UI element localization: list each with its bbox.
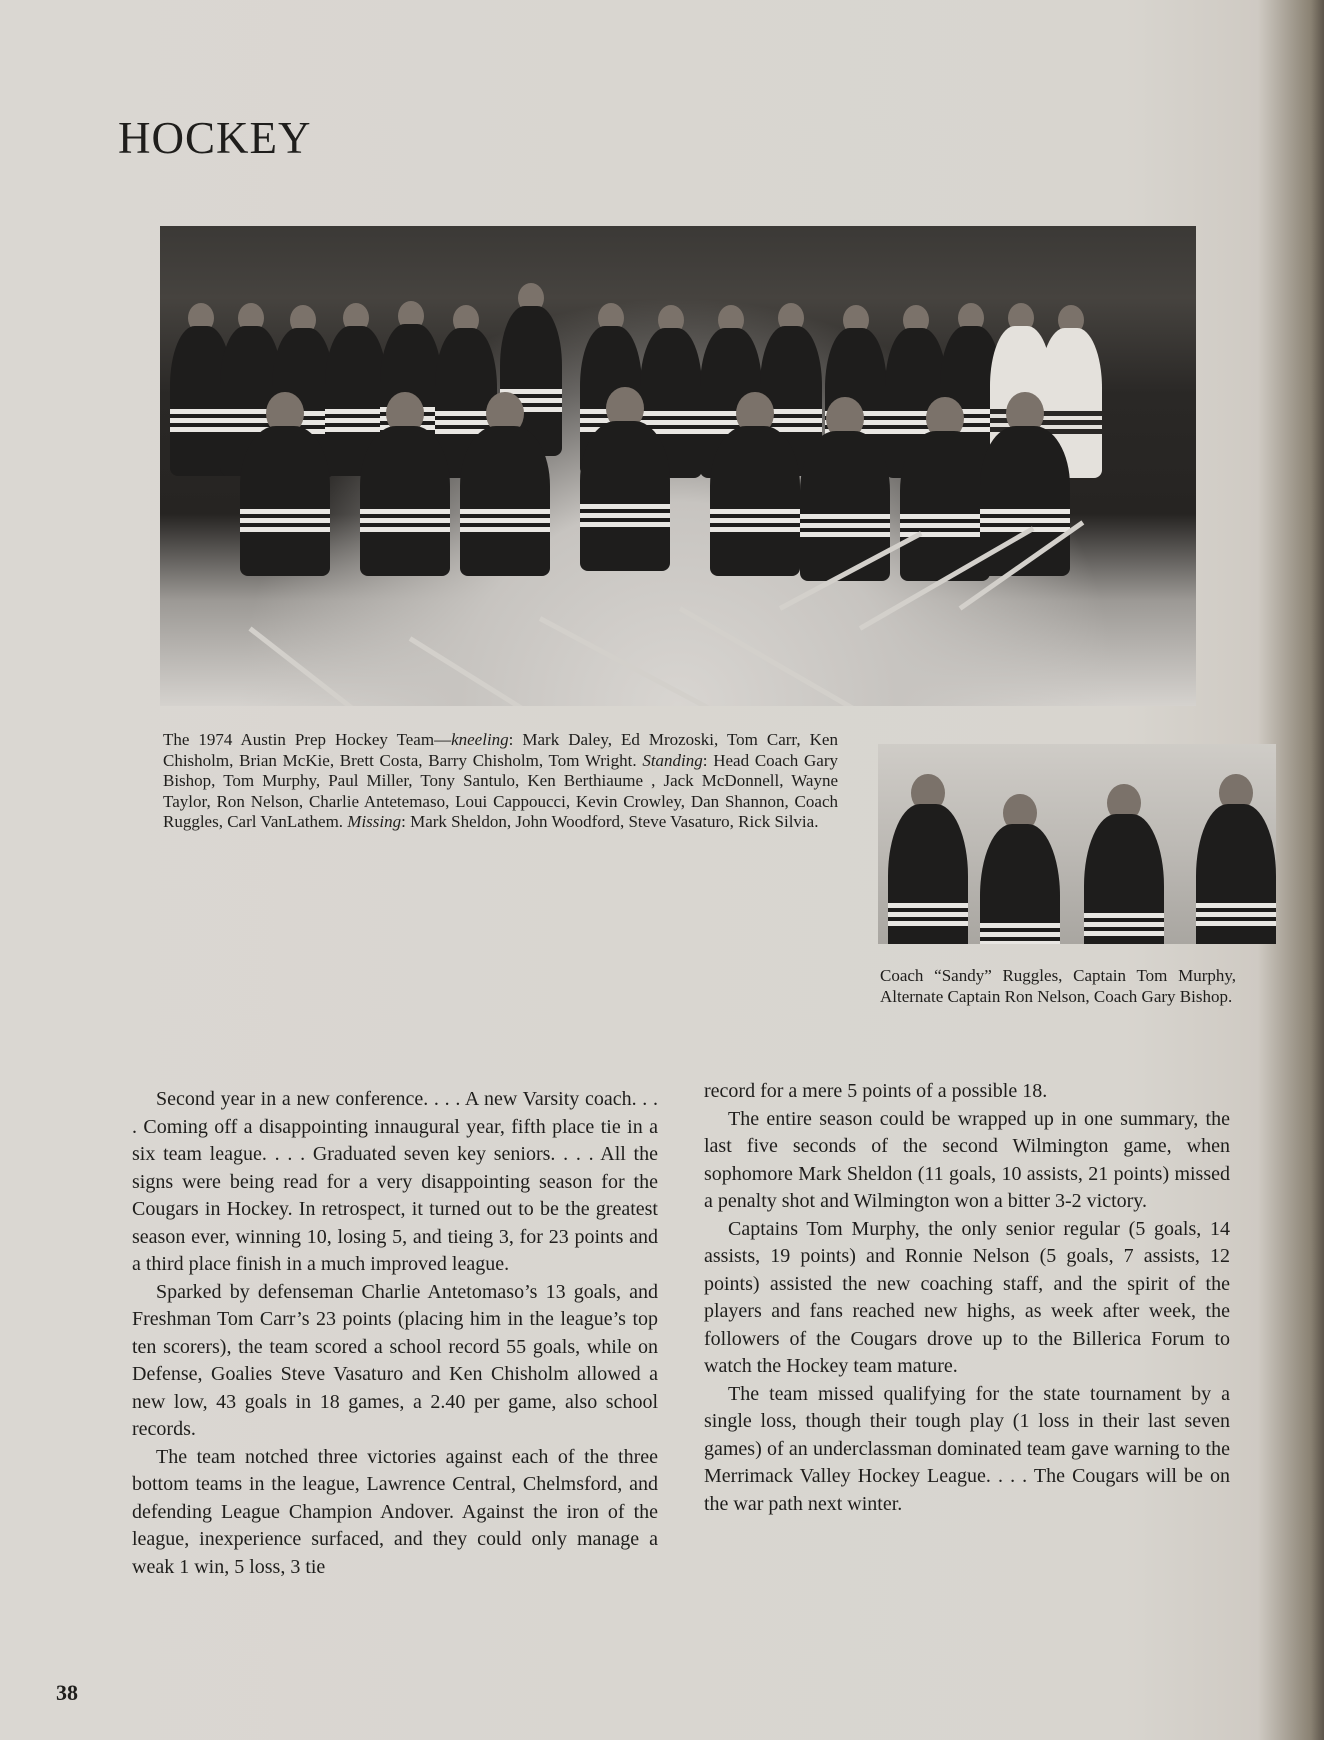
player-jersey [1196,804,1276,944]
hockey-stick [679,606,855,706]
page-heading: HOCKEY [118,113,312,163]
article-paragraph: Sparked by defenseman Charlie Antetomaso’s 13 goals, and Freshman Tom Carr’s 23 points (placing him in the league’s top ten scorers), the team scored a school record 55 goals, while on Defense, Goalies Steve Vasaturo and Ken Chisholm allowed a new low, 43 goals in 18 games, a 2.40 per game, also school records. [132,1280,658,1440]
caption-intro: The 1974 Austin Prep Hockey Team— [163,730,452,749]
article-paragraph: record for a mere 5 points of a possible 18. [704,1080,1048,1102]
article-paragraph: Second year in a new conference. . . . A new Varsity coach. . . . Coming off a disappointing innaugural year, fifth place tie in a six team league. . . . Graduated seven key seniors. . . . All the signs were being read for a very disappointing season for the Cougars in Hockey. In retrospect, it turned out to be the greatest season ever, winning 10, losing 5, and tieing 3, for 23 points and a third place finish in a much improved league. [132,1088,658,1275]
player-jersey [710,426,800,576]
caption-missing-names: : Mark Sheldon, John Woodford, Steve Vasaturo, Rick Silvia. [401,812,819,831]
caption-standing-names: : Head Coach Gary Bishop, Tom Murphy, Paul Miller, Tony Santulo, Ken Berthiaume , Jack McDonnell, Wayne Taylor, Ron Nelson, Charlie Antetemaso, Loui Cappoucci, Kevin Crowley, Dan Shannon, Coach Ruggles, Carl VanLathem. [163,750,838,831]
team-photo [160,226,1196,706]
page-number: 38 [56,1680,78,1705]
coaches-photo-caption: Coach “Sandy” Ruggles, Captain Tom Murphy, Alternate Captain Ron Nelson, Coach Gary Bishop. [880,966,1236,1006]
coaches-photo [878,744,1276,944]
player-jersey [360,426,450,576]
article-column-right [704,1078,1230,1518]
caption-missing-label: Missing [347,812,402,831]
player-jersey [580,421,670,571]
caption-kneeling-names: : Mark Daley, Ed Mrozoski, Tom Carr, Ken Chisholm, Brian McKie, Brett Costa, Barry Chisholm, Tom Wright. [163,730,838,770]
hockey-stick [539,616,736,706]
caption-standing-label: Standing [642,750,703,770]
player-jersey [460,426,550,576]
article-paragraph: The team missed qualifying for the state tournament by a single loss, though their tough play (1 loss in their last seven games) of an underclassman dominated team gave warning to the Merrimack Valley Hockey League. . . . The Cougars will be on the war path next winter. [704,1382,1230,1515]
caption-kneeling-label: kneeling [451,730,509,749]
hockey-stick [409,636,564,706]
article-paragraph: The team notched three victories against each of the three bottom teams in the league, Lawrence Central, Chelmsford, and defending League Champion Andover. Against the iron of the league, inexperience surfaced, and they could only manage a weak 1 win, 5 loss, 3 tie [132,1445,658,1578]
article-paragraph: The entire season could be wrapped up in one summary, the last five seconds of the second Wilmington game, when sophomore Mark Sheldon (11 goals, 10 assists, 21 points) missed a penalty shot and Wilmington won a bitter 3-2 victory. [704,1107,1230,1212]
player-jersey [240,426,330,576]
article-column-left [132,1086,658,1581]
player-jersey [888,804,968,944]
player-jersey [980,824,1060,944]
player-jersey [1084,814,1164,944]
team-photo-caption [163,730,838,833]
hockey-stick [248,627,385,706]
article-paragraph: Captains Tom Murphy, the only senior regular (5 goals, 14 assists, 19 points) and Ronnie Nelson (5 goals, 7 assists, 12 points) assisted the new coaching staff, and the spirit of the players and fans reached new highs, as week after week, the followers of the Cougars drove up to the Billerica Forum to watch the Hockey team mature. [704,1217,1230,1377]
